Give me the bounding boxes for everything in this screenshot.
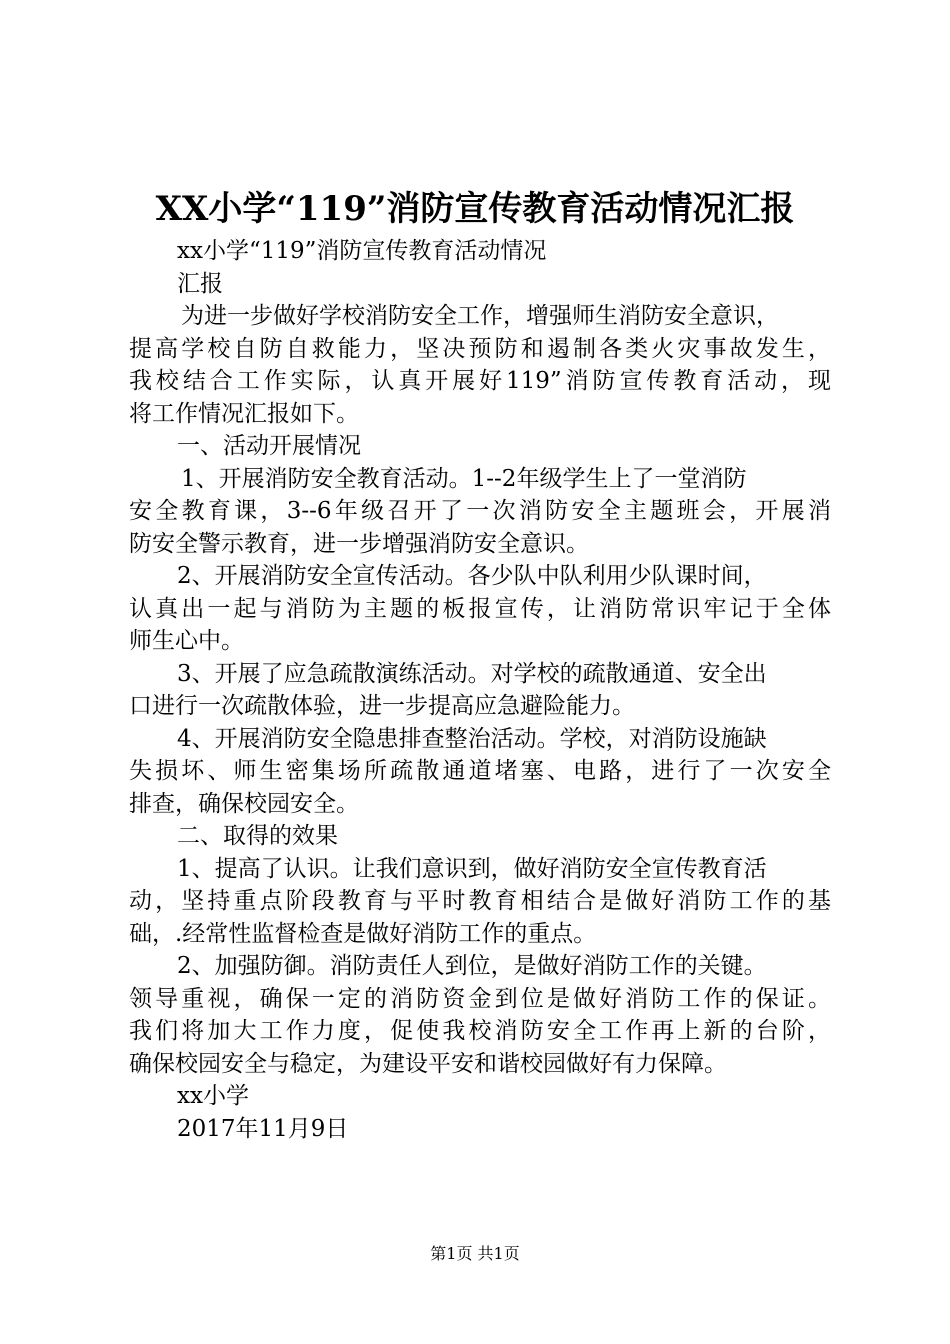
item-2-line-2: 认真出一起与消防为主题的板报宣传，让消防常识牢记于全体 [129, 595, 831, 622]
intro-line-1: 为进一步做好学校消防安全工作，增强师生消防安全意识， [181, 303, 779, 329]
intro-line-2: 提高学校自防自救能力，坚决预防和遏制各类火灾事故发生， [129, 335, 831, 362]
item-2-line-3: 师生心中。 [129, 628, 244, 654]
effect-1-line-1: 1、提高了认识。让我们意识到，做好消防安全宣传教育活 [177, 855, 767, 882]
item-1-line-3: 防安全警示教育，进一步增强消防安全意识。 [129, 530, 589, 557]
effect-2-line-1: 2、加强防御。消防责任人到位，是做好消防工作的关键。 [177, 953, 767, 979]
item-4-line-2: 失损坏、师生密集场所疏散通道堵塞、电路，进行了一次安全 [129, 758, 831, 784]
item-3-line-2: 口进行一次疏散体验，进一步提高应急避险能力。 [129, 693, 635, 719]
item-1-line-2: 安全教育课，3--6年级召开了一次消防安全主题班会，开展消 [129, 498, 831, 524]
item-3-line-1: 3、开展了应急疏散演练活动。对学校的疏散通道、安全出 [177, 660, 767, 687]
item-4-line-1: 4、开展消防安全隐患排查整治活动。学校，对消防设施缺 [177, 725, 767, 752]
item-4-line-3: 排查，确保校园安全。 [129, 790, 359, 817]
section-heading-1: 一、活动开展情况 [177, 433, 361, 459]
page-number: 第1页 共1页 [430, 1244, 520, 1263]
item-1-line-1: 1、开展消防安全教育活动。1--2年级学生上了一堂消防 [181, 465, 747, 492]
document-title: XX小学“119”消防宣传教育活动情况汇报 [155, 189, 795, 229]
section-heading-2: 二、取得的效果 [177, 823, 338, 849]
effect-2-line-4: 确保校园安全与稳定，为建设平安和谐校园做好有力保障。 [129, 1050, 727, 1077]
intro-line-3: 我校结合工作实际，认真开展好119”消防宣传教育活动，现 [129, 368, 831, 394]
item-2-line-1: 2、开展消防安全宣传活动。各少队中队利用少队课时间， [177, 563, 767, 589]
signature-date: 2017年11月9日 [177, 1115, 349, 1142]
effect-1-line-2: 动，坚持重点阶段教育与平时教育相结合是做好消防工作的基 [129, 888, 831, 914]
intro-line-4: 将工作情况汇报如下。 [129, 400, 359, 427]
effect-2-line-2: 领导重视，确保一定的消防资金到位是做好消防工作的保证。 [129, 985, 831, 1012]
subtitle-line-2: 汇报 [177, 270, 223, 297]
effect-2-line-3: 我们将加大工作力度，促使我校消防安全工作再上新的台阶， [129, 1018, 831, 1044]
subtitle-line-1: xx小学“119”消防宣传教育活动情况 [177, 238, 547, 264]
document-body [129, 235, 831, 1145]
signature-school: xx小学 [177, 1083, 249, 1109]
effect-1-line-3: 础，.经常性监督检查是做好消防工作的重点。 [129, 920, 597, 947]
